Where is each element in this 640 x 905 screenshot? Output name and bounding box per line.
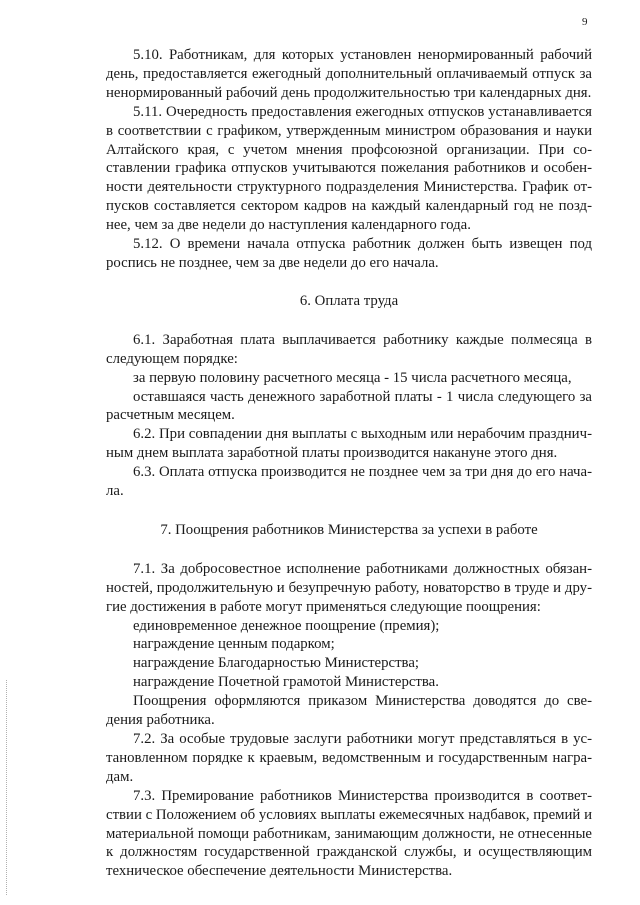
paragraph-7-3: 7.3. Премирование работников Министерства производится в соответствии с Положением об условиях выплаты ежемесячных надбавок, премий и материальной помощи работникам, занимающим должности, не отнесенные к должностям государственной гражданской службы, и осуществляющим техническое обеспечение деятельности Министерства. <box>106 787 592 880</box>
paragraph-7-1: 7.1. За добросовестное исполнение работниками должностных обязанностей, продолжительную и безупречную работу, новаторство в труде и другие достижения в работе могут применяться следующие поощрения: <box>106 560 592 615</box>
paragraph-6-1: 6.1. Заработная плата выплачивается работнику каждые полмесяца в следующем порядке: <box>106 331 592 367</box>
section-7-heading: 7. Поощрения работников Министерства за успехи в работе <box>160 521 538 538</box>
paragraph-5-10: 5.10. Работникам, для которых установлен ненормированный рабочий день, предоставляется ежегодный дополнительный оплачиваемый отпуск за ненормированный рабочий день продолжительностью три календарных дня. <box>106 47 592 101</box>
paragraph-5-11: 5.11. Очередность предоставления ежегодных отпусков устанавливается в соответствии с графиком, утвержденным министром образования и науки Алтайского края, с учетом мнения профсоюзной организации. При составлении графика отпусков учитываются пожелания работников и особенности деятельности структурного подразделения Министерства. График отпусков составляется сектором кадров на каждый календарный год не позднее, чем за две недели до наступления календарного года. <box>106 103 592 234</box>
section-6-heading: 6. Оплата труда <box>299 292 399 309</box>
list-item: единовременное денежное поощрение (премия); <box>133 617 440 634</box>
list-item: награждение ценным подарком; <box>133 636 335 653</box>
paragraph-6-2: 6.2. При совпадении дня выплаты с выходным или нерабочим праздничным днем выплата заработной платы производится накануне этого дня. <box>106 426 592 462</box>
incentives-list <box>106 617 592 693</box>
paragraph-6-1-remaining: оставшаяся часть денежного заработной платы - 1 числа следующего за расчетным месяцем. <box>106 388 592 424</box>
paragraph-7-1-note: Поощрения оформляются приказом Министерства доводятся до сведения работника. <box>106 693 592 729</box>
paragraph-6-3: 6.3. Оплата отпуска производится не позднее чем за три дня до его начала. <box>106 464 592 500</box>
paragraph-7-2: 7.2. За особые трудовые заслуги работники могут представляться в установленном порядке к краевым, ведомственным и государственным наградам. <box>106 731 592 785</box>
page-number: 9 <box>582 16 588 28</box>
document-body <box>106 46 592 881</box>
paragraph-5-12: 5.12. О времени начала отпуска работник должен быть извещен под роспись не позднее, чем за две недели до его начала. <box>106 236 592 271</box>
list-item: награждение Благодарностью Министерства; <box>133 655 420 672</box>
paragraph-6-1-first-half: за первую половину расчетного месяца - 15 числа расчетного месяца, <box>133 369 572 386</box>
scan-edge-artifact <box>6 680 7 895</box>
list-item: награждение Почетной грамотой Министерства. <box>133 674 439 691</box>
